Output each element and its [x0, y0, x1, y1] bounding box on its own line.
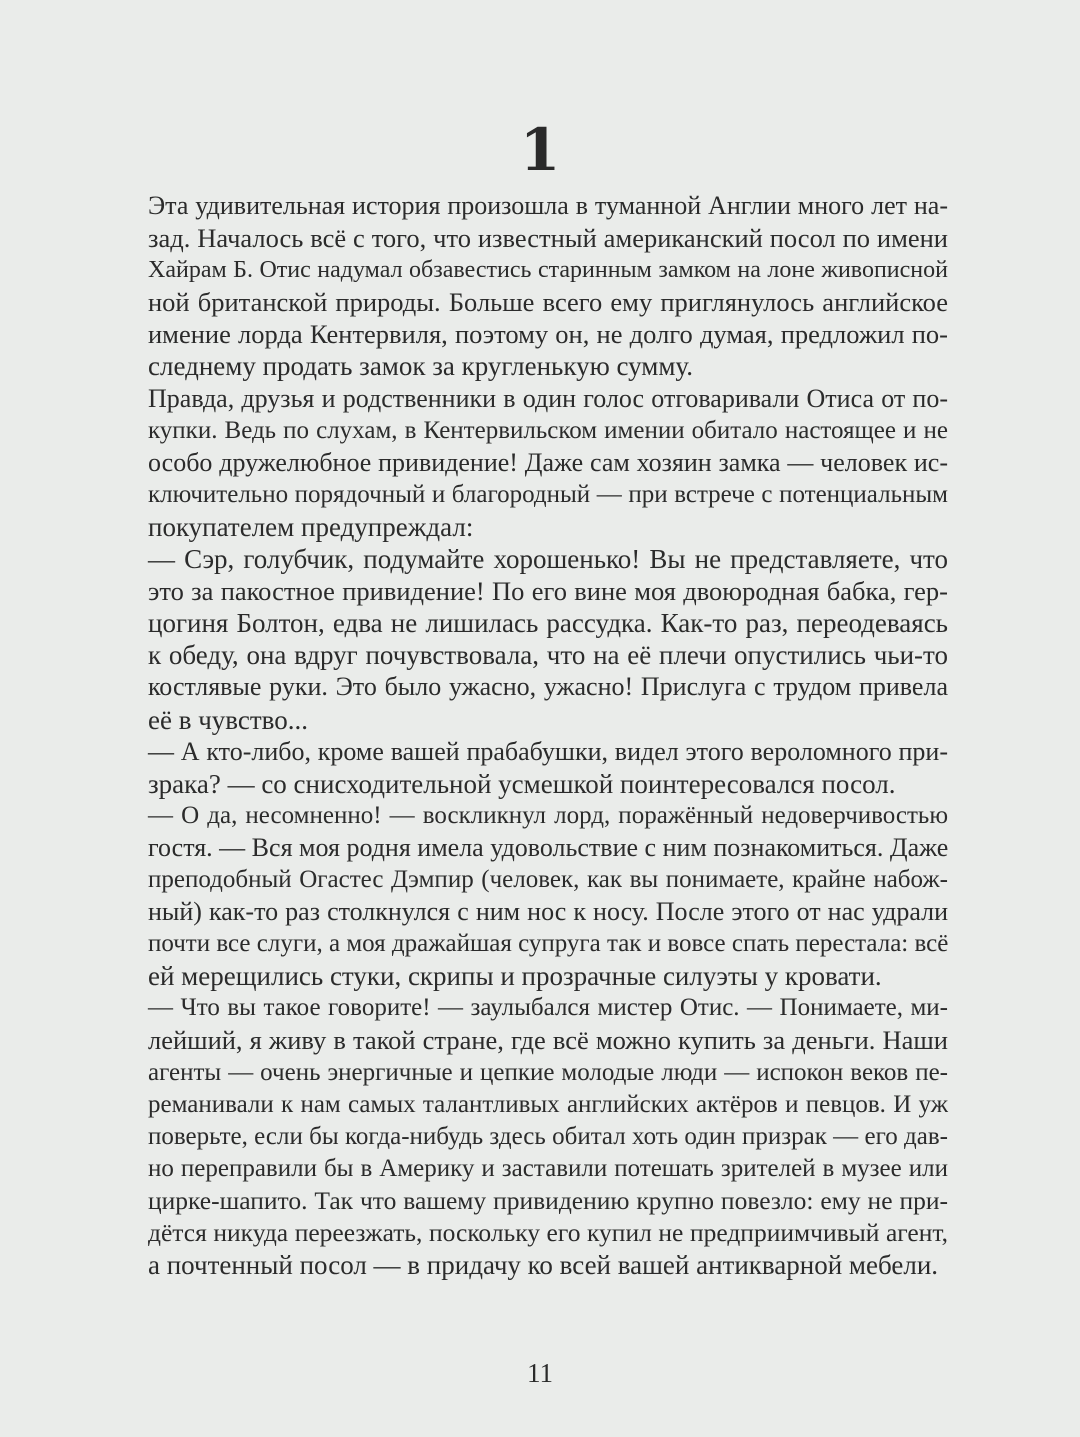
- text-line: — Что вы такое говорите! — заулыбался мистер Отис. — Понимаете, ми-: [148, 994, 948, 1022]
- text-line: гостя. — Вся моя родня имела удовольствие с ним познакомиться. Даже: [148, 832, 949, 862]
- text-line: костлявые руки. Это было ужасно, ужасно! Прислуга с трудом привела: [148, 672, 948, 702]
- text-line: — О да, несомненно! — воскликнул лорд, поражённый недоверчивостью: [148, 801, 948, 829]
- text-line: ей мерещились стуки, скрипы и прозрачные силуэты у кровати.: [148, 961, 882, 992]
- text-line: следнему продать замок за кругленькую сумму.: [148, 351, 693, 382]
- text-line: особо дружелюбное привидение! Даже сам хозяин замка — человек ис-: [148, 447, 948, 477]
- text-line: к обеду, она вдруг почувствовала, что на её плечи опустились чьи-то: [148, 640, 948, 671]
- text-line: преподобный Огастес Дэмпир (человек, как вы понимаете, крайне набож-: [148, 865, 948, 893]
- text-line: агенты — очень энергичные и цепкие молодые люди — испокон веков пе-: [148, 1058, 948, 1086]
- text-line: купки. Ведь по слухам, в Кентервильском имении обитало настоящее и не: [148, 416, 948, 444]
- text-line: зад. Началось всё с того, что известный американский посол по имени: [148, 223, 948, 254]
- text-line: ключительно порядочный и благородный — при встрече с потенциальным: [148, 480, 948, 508]
- text-line: цогиня Болтон, едва не лишилась рассудка. Как-то раз, переодеваясь: [148, 608, 948, 639]
- text-line: а почтенный посол — в придачу ко всей вашей антикварной мебели.: [148, 1250, 939, 1281]
- text-line: реманивали к нам самых талантливых английских актёров и певцов. И уж: [148, 1090, 948, 1118]
- text-line: но переправили бы в Америку и заставили потешать зрителей в музее или: [148, 1154, 948, 1182]
- text-line: лейший, я живу в такой стране, где всё можно купить за деньги. Наши: [148, 1025, 948, 1056]
- text-line: почти все слуги, а моя дражайшая супруга так и вовсе спать перестала: всё: [148, 930, 949, 958]
- text-line: — А кто-либо, кроме вашей прабабушки, видел этого вероломного при-: [148, 736, 948, 766]
- text-line: — Сэр, голубчик, подумайте хорошенько! Вы не представляете, что: [148, 544, 948, 575]
- text-line: её в чувство...: [148, 704, 308, 735]
- text-line: дётся никуда переезжать, поскольку его купил не предприимчивый агент,: [148, 1218, 948, 1247]
- text-line: покупателем предупреждал:: [148, 511, 474, 542]
- text-line: зрака? — со снисходительной усмешкой поинтересовался посол.: [148, 768, 896, 799]
- chapter-number: 1: [519, 116, 561, 184]
- page-number: 11: [527, 1358, 553, 1388]
- text-line: ной британской природы. Больше всего ему приглянулось английское: [148, 287, 948, 318]
- text-line: цирке-шапито. Так что вашему привидению крупно повезло: ему не при-: [148, 1185, 948, 1215]
- text-line: имение лорда Кентервиля, поэтому он, не долго думая, предложил по-: [148, 319, 948, 350]
- text-line: ный) как-то раз столкнулся с ним нос к носу. После этого от нас удрали: [148, 897, 948, 927]
- text-line: Правда, друзья и родственники в один голос отговаривали Отиса от по-: [148, 383, 948, 413]
- text-line: это за пакостное привидение! По его вине моя двоюродная бабка, гер-: [148, 576, 948, 607]
- text-line: Хайрам Б. Отис надумал обзавестись старинным замком на лоне живописной: [148, 257, 948, 284]
- text-line: поверьте, если бы когда-нибудь здесь обитал хоть один призрак — его дав-: [148, 1122, 948, 1150]
- text-line: Эта удивительная история произошла в туманной Англии много лет на-: [148, 191, 948, 220]
- body-text: [148, 190, 948, 1281]
